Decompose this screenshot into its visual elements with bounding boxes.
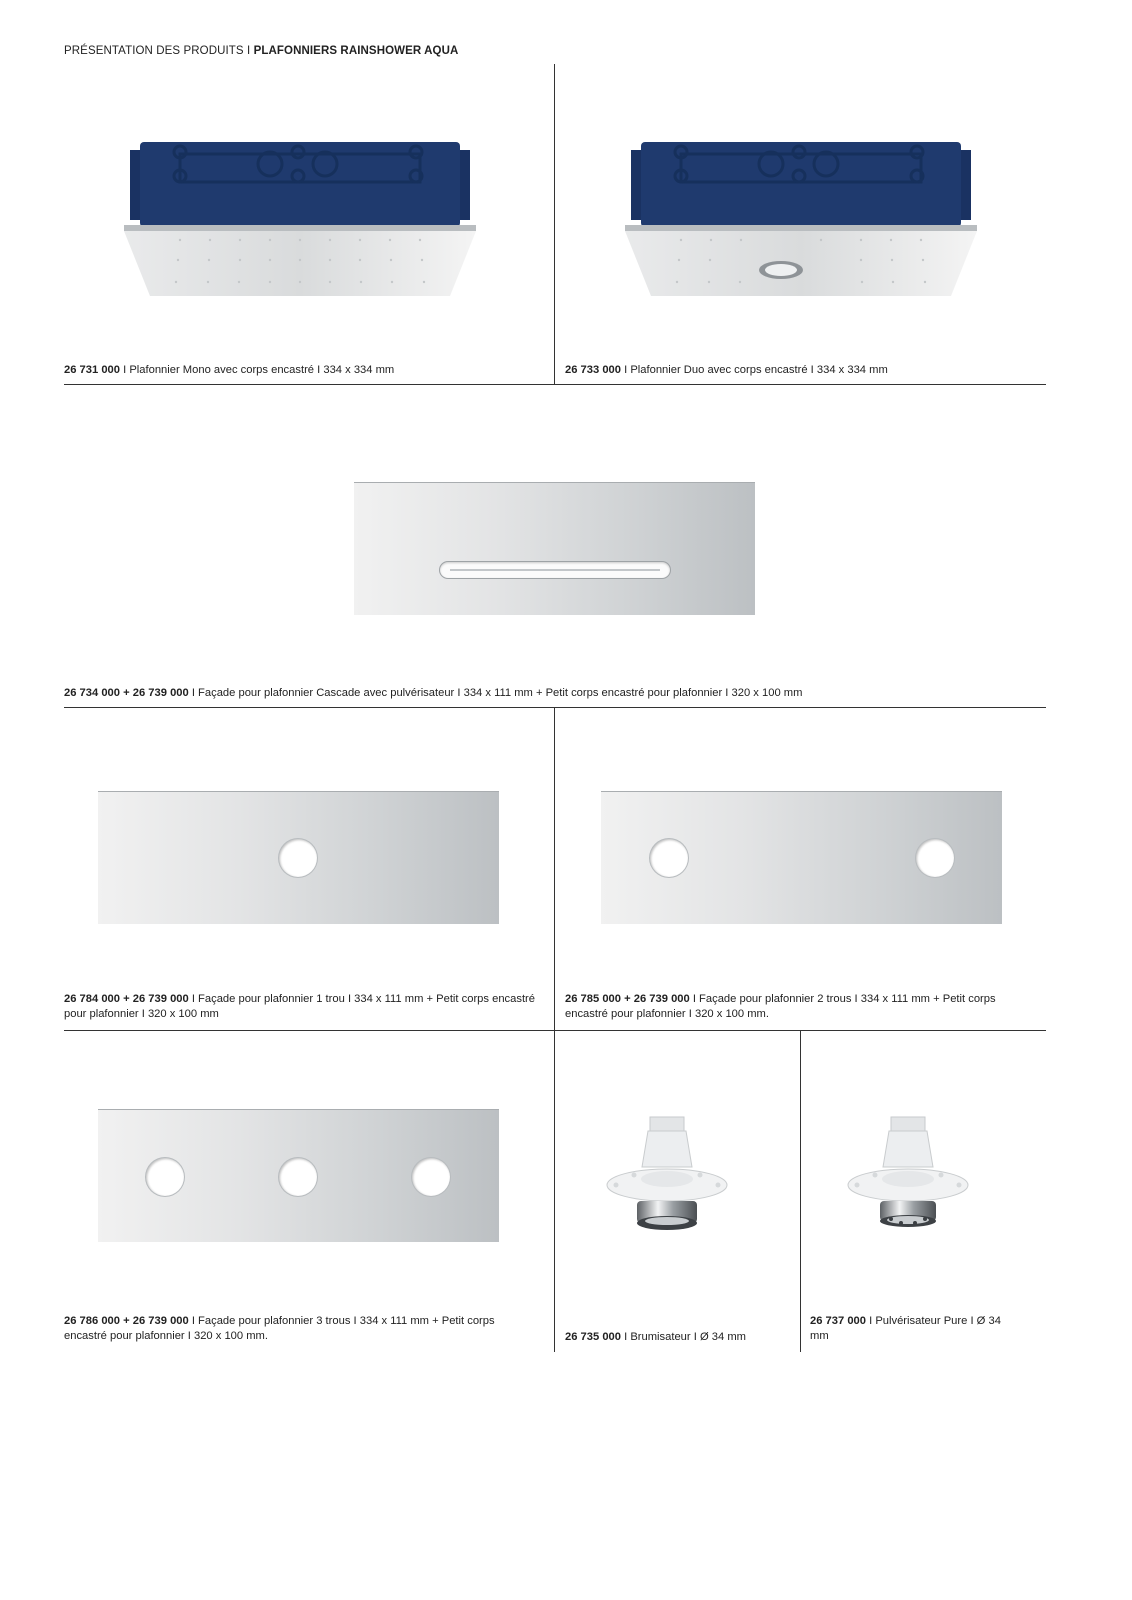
divider-horizontal-row1 [64, 384, 1046, 385]
product-desc: I Plafonnier Duo avec corps encastré I 334 x 334 mm [621, 364, 888, 376]
header-title: PLAFONNIERS RAINSHOWER AQUA [253, 45, 459, 57]
product-desc: I Plafonnier Mono avec corps encastré I 334 x 334 mm [120, 364, 395, 376]
faceplate-2-holes-image [601, 791, 1002, 924]
product-caption-26733000 [565, 363, 1045, 378]
divider-vertical-row4 [800, 1030, 801, 1352]
product-desc: I Brumisateur I Ø 34 mm [621, 1331, 746, 1343]
cascade-faceplate-image [354, 482, 755, 615]
faceplate-hole [279, 1158, 317, 1196]
faceplate-hole [412, 1158, 450, 1196]
pure-spray-nozzle-image [845, 1115, 971, 1240]
product-caption-26784000 [64, 992, 549, 1022]
faceplate-3-holes-image [98, 1109, 499, 1242]
product-code: 26 734 000 + 26 739 000 [64, 687, 189, 699]
ceiling-shower-duo-image [621, 140, 981, 300]
product-code: 26 784 000 + 26 739 000 [64, 993, 189, 1005]
product-caption-26735000 [565, 1330, 795, 1345]
cascade-slot-line [450, 569, 660, 571]
product-caption-26785000 [565, 992, 1005, 1022]
divider-horizontal-row2 [64, 707, 1046, 708]
product-desc: I Façade pour plafonnier Cascade avec pulvérisateur I 334 x 111 mm + Petit corps encastré pour plafonnier I 320 x 100 mm [188, 687, 803, 699]
product-code: 26 737 000 [810, 1315, 866, 1327]
product-code: 26 731 000 [64, 364, 120, 376]
divider-vertical-row1 [554, 64, 555, 384]
divider-horizontal-row3 [64, 1030, 1046, 1031]
ceiling-shower-mono-image [120, 140, 480, 300]
product-desc: I Pulvérisateur Pure I Ø 34 mm [810, 1315, 1001, 1342]
faceplate-hole [146, 1158, 184, 1196]
product-desc: I Façade pour plafonnier 3 trous I 334 x 111 mm + Petit corps encastré pour plafonnier I 320 x 100 mm. [64, 1315, 495, 1342]
product-code: 26 785 000 + 26 739 000 [565, 993, 690, 1005]
faceplate-hole [916, 839, 954, 877]
product-caption-26786000 [64, 1314, 534, 1344]
product-code: 26 733 000 [565, 364, 621, 376]
header-prefix: PRÉSENTATION DES PRODUITS I [64, 45, 254, 57]
product-code: 26 786 000 + 26 739 000 [64, 1315, 189, 1327]
product-caption-26734000 [64, 686, 1044, 701]
product-desc: I Façade pour plafonnier 2 trous I 334 x 111 mm + Petit corps encastré pour plafonnier I 320 x 100 mm. [565, 993, 996, 1020]
page-header [64, 45, 458, 57]
product-code: 26 735 000 [565, 1331, 621, 1343]
product-caption-26731000 [64, 363, 544, 378]
product-caption-26737000 [810, 1314, 1010, 1344]
faceplate-1-hole-image [98, 791, 499, 924]
mist-nozzle-image [604, 1115, 730, 1240]
cascade-spout-slot [440, 562, 670, 578]
faceplate-hole [279, 839, 317, 877]
product-desc: I Façade pour plafonnier 1 trou I 334 x 111 mm + Petit corps encastré pour plafonnier I 320 x 100 mm [64, 993, 536, 1020]
faceplate-hole [650, 839, 688, 877]
